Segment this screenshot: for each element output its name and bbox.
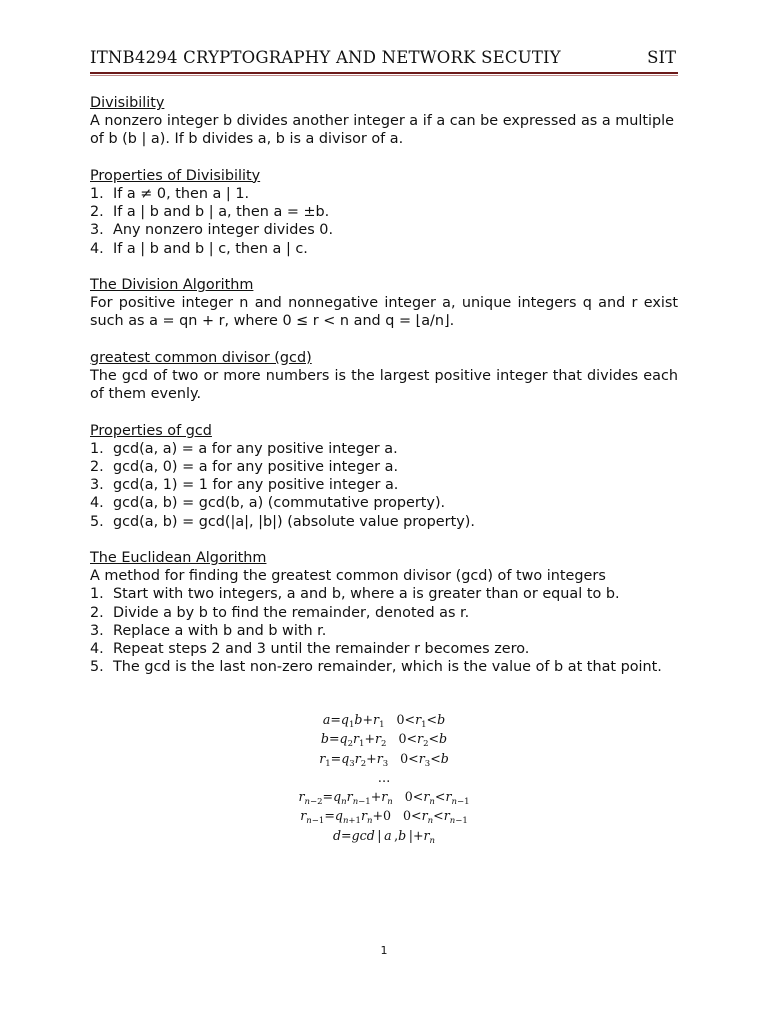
euclidean-heading: The Euclidean Algorithm [90,550,267,566]
header-abbreviation: SIT [647,48,676,67]
list-item: 5. gcd(a, b) = gcd(|a|, |b|) (absolute value property). [90,513,475,530]
list-item: 4. If a | b and b | c, then a | c. [90,240,308,257]
list-item: 2. If a | b and b | a, then a = ±b. [90,204,330,221]
properties-divisibility-list [90,185,678,258]
list-item: 4. Repeat steps 2 and 3 until the remainder r becomes zero. [90,641,530,658]
euclidean-steps-list [90,585,678,676]
course-title: ITNB4294 CRYPTOGRAPHY AND NETWORK SECUTIY [90,48,561,67]
equation-line: $a=q_1b+r_1$ $0<r_1<b$ [322,712,446,730]
page-header [90,48,678,72]
divisibility-heading: Divisibility [90,95,165,111]
division-algorithm-heading: The Division Algorithm [90,277,254,293]
header-rule-thin [90,75,678,76]
equation-line: d=gcd | a ,b $|+r_n$ [332,827,436,846]
equation-ellipsis: … [377,769,391,785]
list-item: 3. Any nonzero integer divides 0. [90,222,334,239]
list-item: 5. The gcd is the last non-zero remainder, which is the value of b at that point. [90,659,662,676]
document-body [90,94,678,676]
properties-gcd-heading: Properties of gcd [90,422,212,439]
equation-line: $b=q_2r_1+r_2$ $0<r_2<b$ [320,731,448,750]
list-item: 1. If a ≠ 0, then a | 1. [90,186,250,202]
list-item: 1. Start with two integers, a and b, where a is greater than or equal to b. [90,586,620,603]
euclidean-intro: A method for finding the greatest common divisor (gcd) of two integers [90,568,606,585]
list-item: 3. Replace a with b and b with r. [90,622,327,639]
list-item: 3. gcd(a, 1) = 1 for any positive integer a. [90,477,399,494]
properties-gcd-list [90,440,678,531]
list-item: 2. gcd(a, 0) = a for any positive integer a. [90,459,399,475]
equation-line: $r_1=q_3r_2+r_3$ $0<r_3<b$ [319,750,449,769]
header-rule [90,72,678,74]
list-item: 1. gcd(a, a) = a for any positive integer a. [90,440,398,457]
euclidean-equations [0,710,768,845]
divisibility-text: A nonzero integer b divides another integer a if a can be expressed as a multiple of b (b | a). If b divides a, b is a divisor of a. [90,113,675,148]
page-number: 1 [380,944,388,957]
list-item: 4. gcd(a, b) = gcd(b, a) (commutative property). [90,495,446,512]
properties-divisibility-heading: Properties of Divisibility [90,167,261,184]
equation-line: $r_{n-2}=q_nr_{n-1}+r_n$ $0<r_n<r_{n-1}$ [298,789,470,808]
equation-line: $r_{n-1}=q_{n+1}r_n+0$ $0<r_n<r_{n-1}$ [300,808,468,827]
division-algorithm-text: For positive integer n and nonnegative integer a, unique integers q and r exist such as a = qn + r, where 0 ≤ r < n and q = ⌊a/n⌋. [90,295,678,330]
list-item: 2. Divide a by b to find the remainder, denoted as r. [90,604,470,621]
gcd-text: The gcd of two or more numbers is the largest positive integer that divides each of them evenly. [90,368,678,403]
gcd-heading: greatest common divisor (gcd) [90,349,312,366]
